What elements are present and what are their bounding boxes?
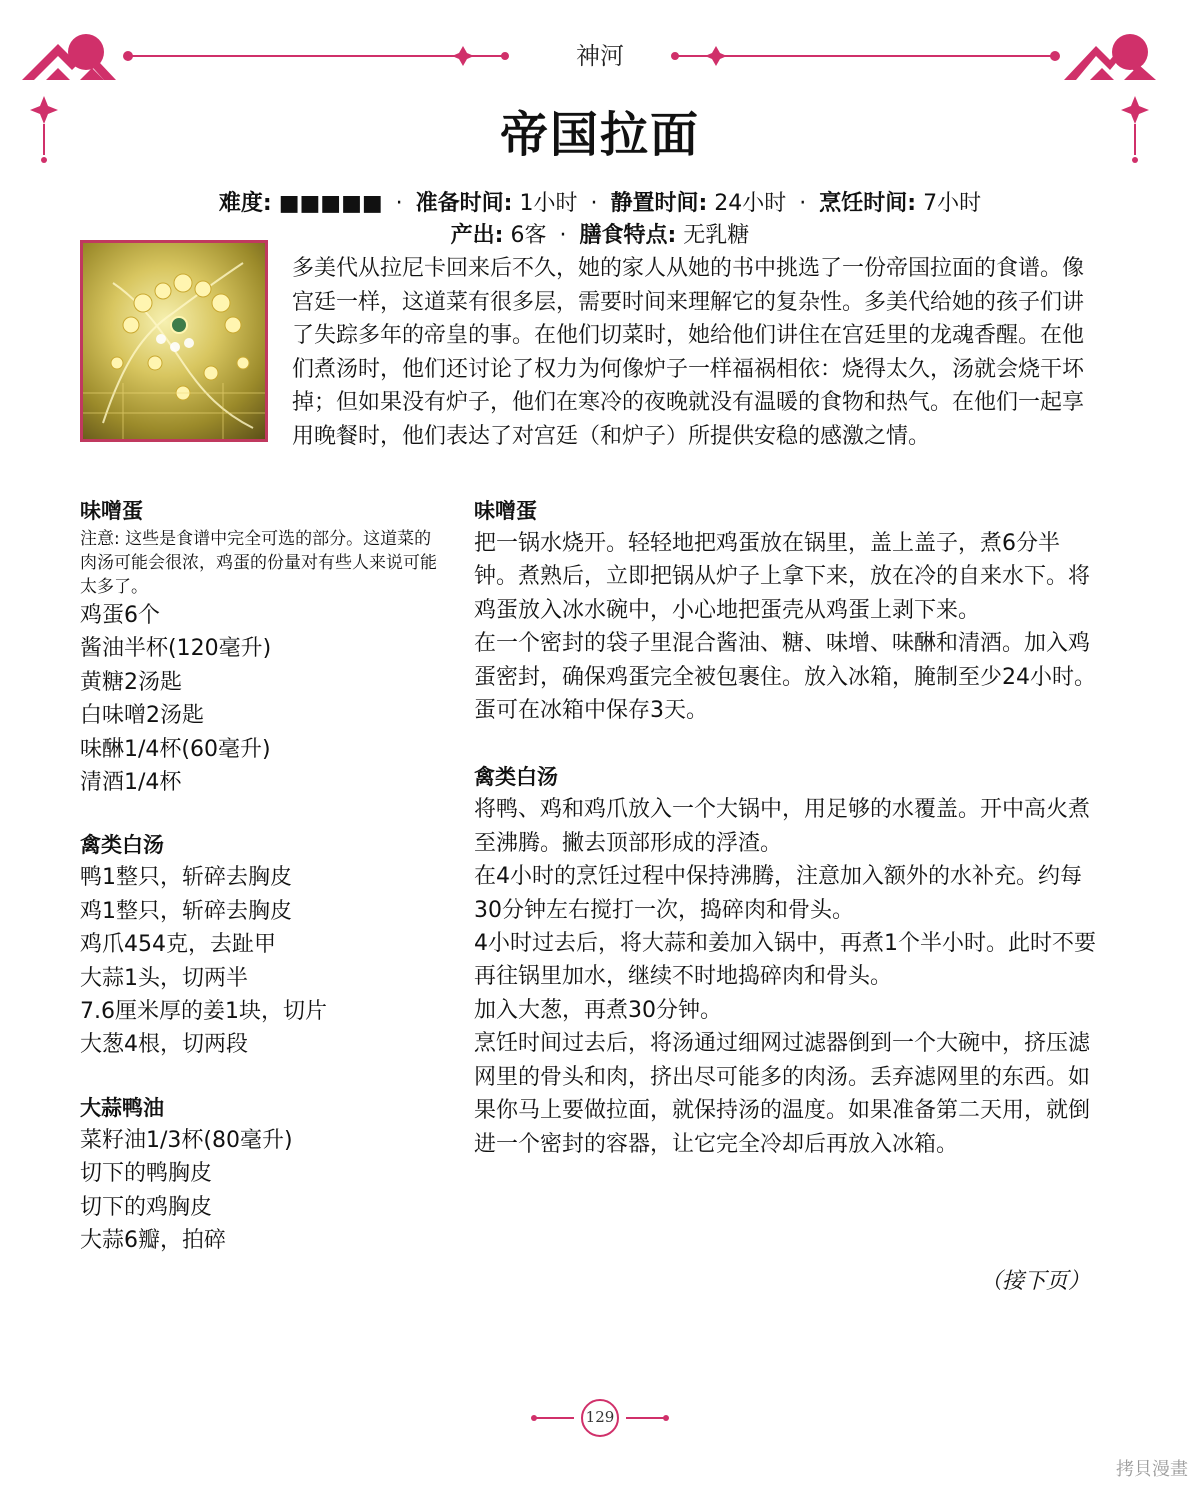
prep-time-value: 1小时 <box>519 191 578 216</box>
ingredient-item: 白味噌2汤匙 <box>80 703 204 729</box>
meta-separator: · <box>799 191 807 216</box>
ingredient-heading-broth: 禽类白汤 <box>80 833 164 858</box>
diet-label: 膳食特点: <box>579 223 677 248</box>
instruction-heading-egg: 味噌蛋 <box>474 499 537 523</box>
instructions-column <box>474 495 1100 1161</box>
ingredients-column <box>80 495 440 1258</box>
ingredient-item: 大蒜1头，切两半 <box>80 965 248 991</box>
instruction-heading-broth: 禽类白汤 <box>474 765 558 790</box>
ingredient-item: 大葱4根，切两段 <box>80 1032 248 1058</box>
instruction-paragraph: 在一个密封的袋子里混合酱油、糖、味增、味醂和清酒。加入鸡蛋密封，确保鸡蛋完全被包裹住。放入冰箱，腌制至少24小时。蛋可在冰箱中保存3天。 <box>474 631 1096 724</box>
ingredient-item: 酱油半杯(120毫升) <box>80 636 272 662</box>
instruction-paragraph: 在4小时的烹饪过程中保持沸腾，注意加入额外的水补充。约每30分钟左右搅打一次，捣碎肉和骨头。 <box>474 864 1082 923</box>
recipe-intro <box>80 252 1098 454</box>
cook-time-value: 7小时 <box>923 191 982 216</box>
rest-time-value: 24小时 <box>714 191 787 216</box>
chapter-title: 神河 <box>576 42 624 70</box>
difficulty-value: ■■■■■ <box>278 191 383 216</box>
ingredient-item: 黄糖2汤匙 <box>80 669 182 695</box>
instruction-paragraph: 加入大葱，再煮30分钟。 <box>474 997 722 1023</box>
yield-label: 产出: <box>450 223 504 248</box>
image-wrap-spacer <box>80 252 292 454</box>
meta-separator: · <box>590 191 598 216</box>
recipe-meta-line-1 <box>0 186 1200 217</box>
ingredient-item: 切下的鸡胸皮 <box>80 1194 213 1220</box>
intro-text: 多美代从拉尼卡回来后不久，她的家人从她的书中挑选了一份帝国拉面的食谱。像宫廷一样，这道菜有很多层，需要时间来理解它的复杂性。多美代给她的孩子们讲了失踪多年的帝皇的事。在他们切菜时，她给他们讲住在宫廷里的龙魂香醒。在他们煮汤时，他们还讨论了权力为何像炉子一样福祸相依：烧得太久，汤就会烧干坏掉；但如果没有炉子，他们在寒冷的夜晚就没有温暖的食物和热气。在他们一起享用晚餐时，他们表达了对宫廷（和炉子）所提供安稳的感激之情。 <box>292 256 1085 449</box>
ingredient-item: 鸡爪454克，去趾甲 <box>80 932 276 958</box>
ingredient-heading-egg: 味噌蛋 <box>80 499 143 523</box>
ingredient-item: 味醂1/4杯(60毫升) <box>80 736 271 762</box>
ingredient-item: 菜籽油1/3杯(80毫升) <box>80 1127 293 1153</box>
prep-time-label: 准备时间: <box>415 191 513 216</box>
continued-note: （接下页） <box>979 1269 1090 1294</box>
diet-value: 无乳糖 <box>683 223 750 248</box>
ingredient-item: 切下的鸭胸皮 <box>80 1161 213 1187</box>
ingredient-item: 清酒1/4杯 <box>80 770 182 796</box>
cook-time-label: 烹饪时间: <box>819 191 917 216</box>
ingredient-item: 鸡蛋6个 <box>80 603 160 628</box>
page-title: 帝国拉面 <box>499 107 700 163</box>
instruction-paragraph: 将鸭、鸡和鸡爪放入一个大锅中，用足够的水覆盖。开中高火煮至沸腾。撇去顶部形成的浮渣。 <box>474 797 1091 856</box>
ingredient-item: 鸡1整只，斩碎去胸皮 <box>80 898 292 924</box>
instruction-paragraph: 4小时过去后，将大蒜和姜加入锅中，再煮1个半小时。此时不要再往锅里加水，继续不时地捣碎肉和骨头。 <box>474 931 1096 990</box>
difficulty-label: 难度: <box>218 191 272 216</box>
ingredient-heading-oil: 大蒜鸭油 <box>80 1095 164 1120</box>
instruction-paragraph: 把一锅水烧开。轻轻地把鸡蛋放在锅里，盖上盖子，煮6分半钟。煮熟后，立即把锅从炉子上拿下来，放在冷的自来水下。将鸡蛋放入冰水碗中，小心地把蛋壳从鸡蛋上剥下来。 <box>474 531 1091 623</box>
ingredient-item: 鸭1整只，斩碎去胸皮 <box>80 865 292 891</box>
page-number: 129 <box>585 1408 615 1426</box>
watermark: 拷貝漫畫 <box>1116 1459 1188 1480</box>
rest-time-label: 静置时间: <box>610 191 708 216</box>
egg-note: 注意: 这些是食谱中完全可选的部分。这道菜的肉汤可能会很浓，鸡蛋的份量对有些人来说可能太多了。 <box>80 529 437 597</box>
instruction-paragraph: 烹饪时间过去后，将汤通过细网过滤器倒到一个大碗中，挤压滤网里的骨头和肉，挤出尽可能多的肉汤。丢弃滤网里的东西。如果你马上要做拉面，就保持汤的温度。如果准备第二天用，就倒进一个密封的容器，让它完全冷却后再放入冰箱。 <box>474 1031 1091 1157</box>
meta-separator: · <box>559 223 567 248</box>
ingredient-item: 大蒜6瓣，拍碎 <box>80 1228 226 1254</box>
yield-value: 6客 <box>510 223 547 248</box>
ingredient-item: 7.6厘米厚的姜1块，切片 <box>80 999 327 1025</box>
meta-separator: · <box>395 191 403 216</box>
